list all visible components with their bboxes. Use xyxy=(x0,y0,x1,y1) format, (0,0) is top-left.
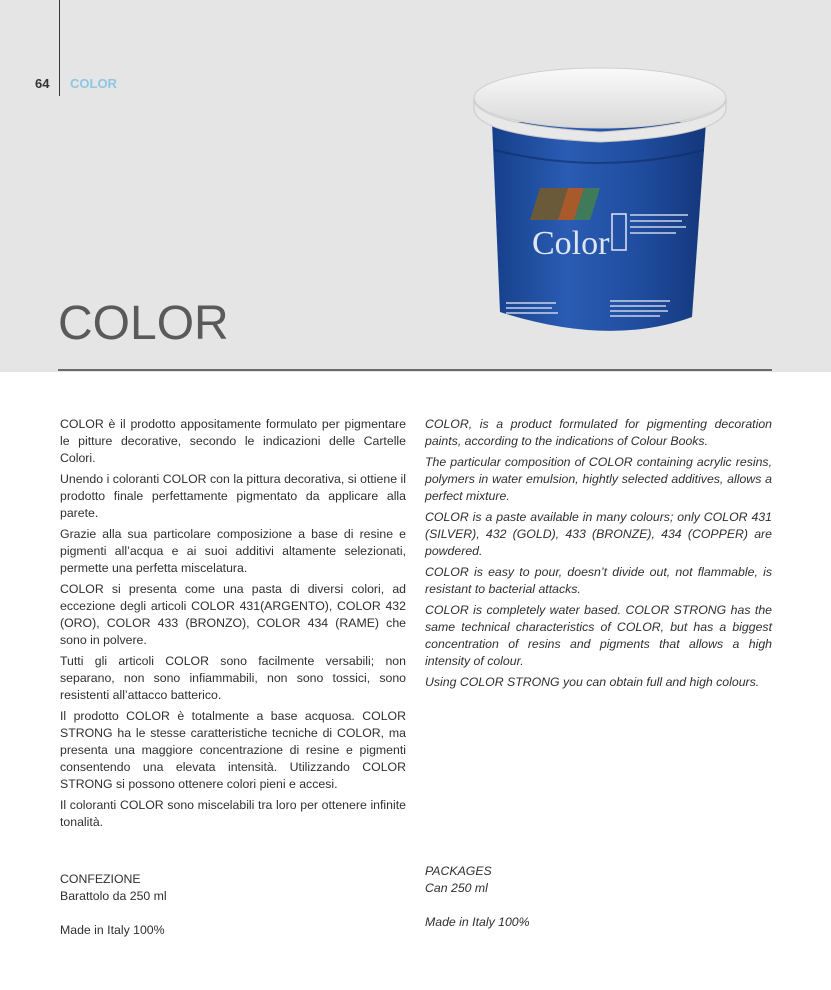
english-paragraph: COLOR is a paste available in many colours; only COLOR 431 (SILVER), 432 (GOLD), 433 (BRONZE), 434 (COPPER) are powdered. xyxy=(425,510,772,558)
italian-package-info xyxy=(60,871,167,939)
package-value: Can 250 ml xyxy=(425,881,488,895)
english-column xyxy=(425,416,772,695)
italian-paragraph: Unendo i coloranti COLOR con la pittura decorativa, si ottiene il prodotto finale perfettamente pigmentato da applicare alla parete. xyxy=(60,472,406,520)
made-in-label: Made in Italy 100% xyxy=(60,923,165,937)
italian-paragraph: COLOR è il prodotto appositamente formulato per pigmentare le pitture decorative, secondo le indicazioni delle Cartelle Colori. xyxy=(60,417,406,465)
italian-paragraph: Il coloranti COLOR sono miscelabili tra loro per ottenere infinite tonalità. xyxy=(60,798,406,829)
package-heading: PACKAGES xyxy=(425,864,492,878)
package-heading: CONFEZIONE xyxy=(60,872,141,886)
made-in-label: Made in Italy 100% xyxy=(425,915,530,929)
header-divider xyxy=(59,0,60,96)
page-number: 64 xyxy=(35,76,50,91)
italian-column xyxy=(60,416,406,835)
svg-text:Color: Color xyxy=(532,225,610,262)
italian-paragraph: Il prodotto COLOR è totalmente a base acquosa. COLOR STRONG ha le stesse caratteristiche tecniche di COLOR, ma presenta una maggiore concentrazione di resine e pigmenti consentendo una elevata intensità. Utilizzando COLOR STRONG si possono ottenere colori pieni e accesi. xyxy=(60,709,406,791)
english-paragraph: Using COLOR STRONG you can obtain full and high colours. xyxy=(425,675,760,689)
italian-paragraph: Grazie alla sua particolare composizione a base di resine e pigmenti all’acqua e ai suoi additivi altamente selezionati, permette una perfetta miscelatura. xyxy=(60,527,406,575)
product-label-brand xyxy=(532,225,610,262)
english-package-info xyxy=(425,863,530,931)
italian-paragraph: COLOR si presenta come una pasta di diversi colori, ad eccezione degli articoli COLOR 431(ARGENTO), COLOR 432 (ORO), COLOR 433 (BRONZO), COLOR 434 (RAME) che sono in polvere. xyxy=(60,582,406,647)
page-title: COLOR xyxy=(58,297,229,350)
english-paragraph: The particular composition of COLOR containing acrylic resins, polymers in water emulsion, hightly selected additives, allows a perfect mixture. xyxy=(425,455,772,503)
italian-paragraph: Tutti gli articoli COLOR sono facilmente versabili; non separano, non sono infiammabili, non sono tossici, sono resistenti all’attacco batterico. xyxy=(60,654,406,702)
title-rule xyxy=(58,369,772,371)
product-jar-image xyxy=(470,62,750,352)
english-paragraph: COLOR, is a product formulated for pigmenting decoration paints, according to the indications of Colour Books. xyxy=(425,417,772,448)
english-paragraph: COLOR is completely water based. COLOR STRONG has the same technical characteristics of COLOR, but has a biggest concentration of resins and pigments that allows a high intensity of colour. xyxy=(425,603,772,668)
english-paragraph: COLOR is easy to pour, doesn’t divide out, not flammable, is resistant to bacterial attacks. xyxy=(425,565,772,596)
section-label: COLOR xyxy=(70,76,117,91)
package-value: Barattolo da 250 ml xyxy=(60,889,167,903)
